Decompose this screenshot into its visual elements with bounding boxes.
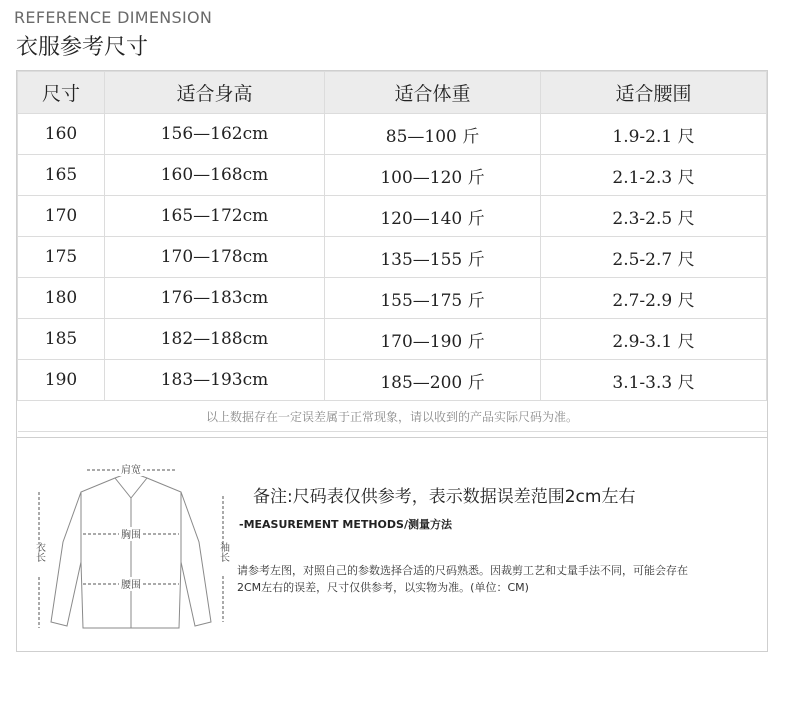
- jacket-diagram: [31, 452, 231, 642]
- cell-waist: 2.7-2.9 尺: [541, 278, 767, 319]
- table-row: [18, 278, 767, 319]
- cell-weight: 155—175 斤: [325, 278, 541, 319]
- cell-weight: 170—190 斤: [325, 319, 541, 360]
- size-table-container: [16, 70, 768, 438]
- length-label: 衣长: [33, 542, 45, 562]
- page-title: 衣服参考尺寸: [16, 35, 149, 60]
- cell-size: 185: [18, 319, 105, 360]
- size-note: 备注:尺码表仅供参考，表示数据误差范围2cm左右: [253, 487, 636, 507]
- waist-label: 腰围: [121, 580, 141, 591]
- cell-waist: 2.9-3.1 尺: [541, 319, 767, 360]
- measurement-description: 请参考左图，对照自己的参数选择合适的尺码熟悉。因裁剪工艺和丈量手法不同，可能会存在2CM左右的误差，尺寸仅供参考，以实物为准。(单位：CM): [237, 564, 688, 594]
- cell-waist: 2.5-2.7 尺: [541, 237, 767, 278]
- cell-weight: 135—155 斤: [325, 237, 541, 278]
- table-footnote: 以上数据存在一定误差属于正常现象，请以收到的产品实际尺码为准。: [18, 401, 767, 432]
- header-height: 适合身高: [105, 72, 325, 114]
- cell-size: 165: [18, 155, 105, 196]
- measurement-methods-title: -MEASUREMENT METHODS/测量方法: [239, 518, 452, 531]
- cell-height: 160—168cm: [105, 155, 325, 196]
- reference-dimension-title: REFERENCE DIMENSION: [14, 8, 213, 27]
- table-row: [18, 319, 767, 360]
- cell-height: 170—178cm: [105, 237, 325, 278]
- header-waist: 适合腰围: [541, 72, 767, 114]
- sleeve-label: 袖长: [217, 542, 229, 562]
- cell-size: 160: [18, 114, 105, 155]
- cell-size: 175: [18, 237, 105, 278]
- cell-waist: 2.3-2.5 尺: [541, 196, 767, 237]
- header-weight: 适合体重: [325, 72, 541, 114]
- cell-weight: 85—100 斤: [325, 114, 541, 155]
- cell-weight: 120—140 斤: [325, 196, 541, 237]
- table-header-row: [18, 72, 767, 114]
- shoulder-label: 肩宽: [121, 465, 141, 476]
- cell-waist: 3.1-3.3 尺: [541, 360, 767, 401]
- table-row: [18, 196, 767, 237]
- cell-size: 180: [18, 278, 105, 319]
- size-table: [17, 71, 767, 432]
- cell-weight: 100—120 斤: [325, 155, 541, 196]
- cell-height: 176—183cm: [105, 278, 325, 319]
- cell-waist: 2.1-2.3 尺: [541, 155, 767, 196]
- cell-height: 182—188cm: [105, 319, 325, 360]
- table-footnote-row: [18, 401, 767, 432]
- measurement-section: [16, 438, 768, 652]
- table-row: [18, 360, 767, 401]
- cell-size: 170: [18, 196, 105, 237]
- cell-size: 190: [18, 360, 105, 401]
- table-row: [18, 114, 767, 155]
- cell-height: 183—193cm: [105, 360, 325, 401]
- cell-height: 165—172cm: [105, 196, 325, 237]
- cell-waist: 1.9-2.1 尺: [541, 114, 767, 155]
- cell-weight: 185—200 斤: [325, 360, 541, 401]
- chest-label: 胸围: [121, 530, 141, 541]
- table-row: [18, 237, 767, 278]
- table-row: [18, 155, 767, 196]
- cell-height: 156—162cm: [105, 114, 325, 155]
- header-size: 尺寸: [18, 72, 105, 114]
